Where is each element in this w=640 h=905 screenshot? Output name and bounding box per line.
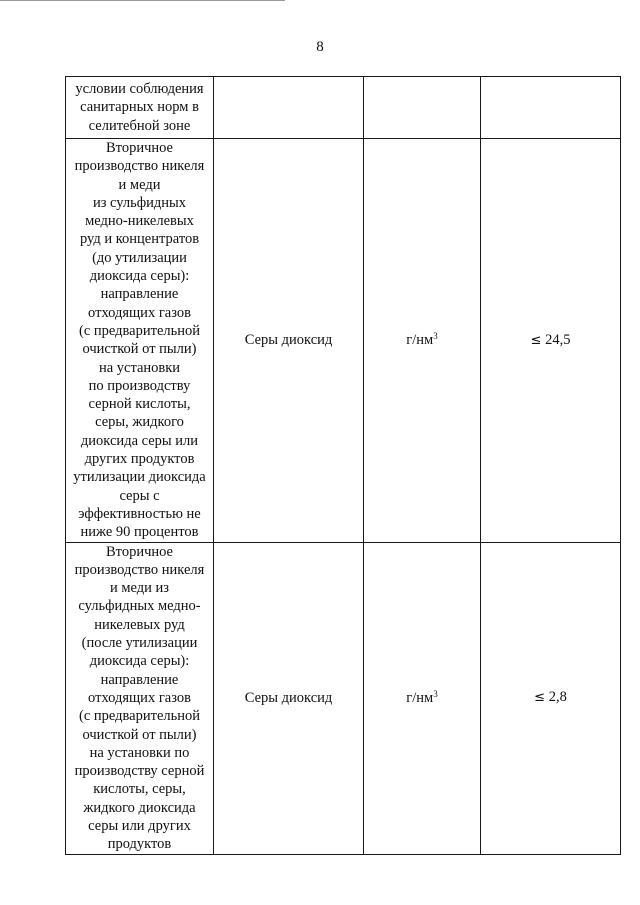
unit-cell — [364, 542, 481, 854]
description-line: сульфидных медно- — [78, 598, 201, 615]
description-line: селитебной зоне — [88, 117, 191, 134]
unit-base: г/нм — [406, 332, 434, 349]
substance-name: Серы диоксид — [244, 689, 333, 706]
substance-cell — [214, 542, 364, 854]
description-line: серы с — [119, 487, 160, 504]
description-line: условии соблюдения — [75, 81, 204, 98]
description-line: Вторичное — [106, 140, 173, 156]
process-description-cell — [66, 542, 214, 854]
description-line: других продуктов — [84, 451, 195, 468]
description-line: диоксида серы): — [89, 653, 190, 670]
substance-cell — [214, 77, 364, 139]
description-line: (до утилизации — [92, 249, 187, 266]
description-line: на установки по — [89, 744, 190, 761]
description-line: утилизации диоксида — [73, 469, 206, 486]
description-line: и меди — [118, 176, 161, 193]
limit-value: 2,8 — [548, 689, 567, 706]
description-line: Вторичное — [106, 543, 173, 560]
process-description-cell — [66, 139, 214, 543]
description-line: направление — [100, 671, 179, 688]
description-line: серы, жидкого — [95, 414, 184, 431]
unit-base: г/нм — [406, 689, 434, 706]
description-line: направление — [100, 286, 179, 303]
limit-cell — [481, 77, 621, 139]
description-line: и меди из — [109, 580, 170, 597]
limit-symbol: ≤ — [530, 332, 542, 348]
description-line: жидкого диоксида — [83, 799, 196, 816]
description-line: ниже 90 процентов — [80, 524, 199, 541]
unit-cell — [364, 139, 481, 543]
table-row — [66, 542, 621, 854]
unit-exponent: 3 — [433, 688, 438, 699]
description-line: производство никеля — [74, 561, 205, 578]
description-line: отходящих газов — [88, 304, 191, 321]
limit-value: 24,5 — [545, 331, 571, 348]
process-description-cell — [66, 77, 214, 139]
unit-cell — [364, 77, 481, 139]
description-line: серы или других — [88, 817, 191, 834]
limit-cell — [481, 139, 621, 543]
description-line: из сульфидных — [92, 194, 187, 211]
description-line: никелевых руд — [94, 616, 185, 633]
description-line: санитарных норм в — [80, 99, 199, 116]
limit-symbol: ≤ — [534, 690, 546, 706]
description-line: продуктов — [107, 836, 172, 853]
table-row — [66, 139, 621, 543]
description-line: производству серной — [74, 763, 205, 780]
description-line: на установки — [98, 359, 181, 376]
page-number: 8 — [316, 39, 324, 55]
description-line: диоксида серы): — [89, 268, 190, 285]
description-line: производство никеля — [74, 158, 205, 175]
limit-cell — [481, 542, 621, 854]
description-line: кислоты, серы, — [93, 781, 186, 798]
description-line: (после утилизации — [81, 635, 198, 652]
description-line: медно-никелевых — [85, 213, 194, 230]
emission-norms-table — [65, 76, 621, 855]
description-line: (с предварительной — [78, 708, 200, 725]
description-line: по производству — [88, 377, 191, 394]
scan-edge-line — [0, 0, 285, 1]
table-row — [66, 77, 621, 139]
substance-name: Серы диоксид — [244, 332, 333, 349]
unit-exponent: 3 — [433, 331, 438, 342]
description-line: (с предварительной — [78, 322, 200, 339]
description-line: руд и концентратов — [79, 231, 200, 248]
description-line: очисткой от пыли) — [82, 341, 197, 358]
description-line: отходящих газов — [88, 689, 191, 706]
description-line: эффективностью не — [78, 505, 201, 522]
description-line: очисткой от пыли) — [82, 726, 197, 743]
description-line: диоксида серы или — [80, 432, 199, 449]
description-line: серной кислоты, — [88, 396, 191, 413]
substance-cell — [214, 139, 364, 543]
